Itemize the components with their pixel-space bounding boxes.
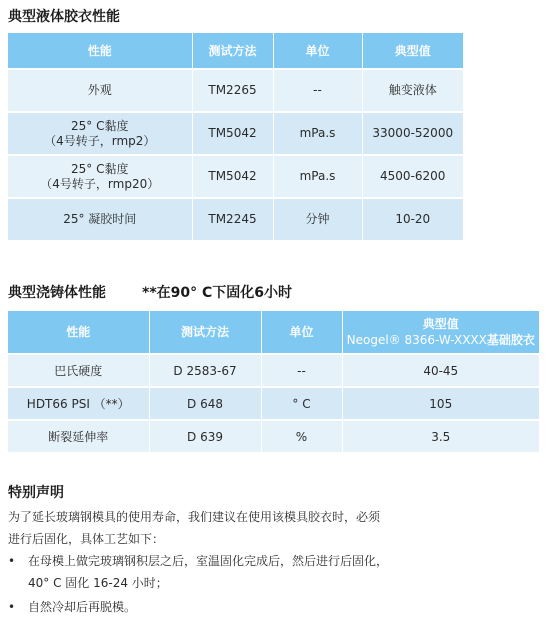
property-cell: 断裂延伸率 [8,420,149,452]
value-cell: 10-20 [362,198,463,240]
header-typical-value [342,311,539,354]
table-header-row [8,311,539,354]
table-row [8,354,539,387]
property-name: 25° C黏度 [71,118,129,133]
value-cell: 触变液体 [362,69,463,112]
method-cell: D 2583-67 [149,354,261,387]
header-property: 性能 [8,33,192,69]
property-name: 25° 凝胶时间 [63,212,137,226]
table-row [8,69,463,112]
bullet-icon: • [8,600,16,614]
method-cell: TM2245 [192,198,273,240]
property-detail: （4号转子，rmp2） [44,133,156,148]
section1-title: 典型液体胶衣性能 [8,9,120,25]
method-cell: D 648 [149,387,261,420]
liquid-gelcoat-table [8,33,463,240]
unit-cell: -- [261,354,342,387]
property-detail: （4号转子，rmp20） [40,176,160,191]
section3-title: 特别声明 [8,485,64,501]
header-test-method: 测试方法 [192,33,273,69]
bullet-text: 自然冷却后再脱模。 [28,600,137,614]
value-cell: 4500-6200 [362,155,463,198]
header-typical-value: 典型值 [362,33,463,69]
table-row [8,387,539,420]
table-row [8,198,463,240]
property-cell [8,69,192,112]
method-cell: TM2265 [192,69,273,112]
unit-cell: mPa.s [273,155,362,198]
method-cell: D 639 [149,420,261,452]
property-cell: 巴氏硬度 [8,354,149,387]
header-unit: 单位 [273,33,362,69]
value-cell: 105 [342,387,539,420]
property-name: 25° C黏度 [71,161,129,176]
method-cell: TM5042 [192,155,273,198]
value-cell: 33000-52000 [362,112,463,155]
property-cell [8,198,192,240]
unit-cell: -- [273,69,362,112]
notice-paragraph: 为了延长玻璃钢模具的使用寿命，我们建议在使用该模具胶衣时，必须进行后固化，具体工艺如下： [8,510,381,546]
unit-cell: mPa.s [273,112,362,155]
value-cell: 3.5 [342,420,539,452]
property-cell [8,112,192,155]
property-cell [8,155,192,198]
product-type: 基础胶衣 [486,333,535,347]
product-code: Neogel® 8366-W-XXXX [346,333,487,347]
header-unit: 单位 [261,311,342,354]
section2-title: 典型浇铸体性能 [8,285,106,301]
bullet-icon: • [8,554,16,568]
table-row [8,155,463,198]
section2-heading [8,282,292,302]
bullet-text: 在母模上做完玻璃钢积层之后，室温固化完成后，然后进行后固化，40° C 固化 16-24 小时； [28,554,389,590]
product-name [343,332,540,348]
unit-cell: % [261,420,342,452]
value-cell: 40-45 [342,354,539,387]
unit-cell: ° C [261,387,342,420]
header-property: 性能 [8,311,149,354]
typical-value-label: 典型值 [422,317,459,331]
cast-properties-table [8,311,539,452]
table-row [8,112,463,155]
header-test-method: 测试方法 [149,311,261,354]
method-cell: TM5042 [192,112,273,155]
cure-condition: **在90° C下固化6小时 [142,285,293,301]
table-header-row [8,33,463,69]
table-row [8,420,539,452]
property-name: 外观 [87,83,112,97]
property-cell: HDT66 PSI （**） [8,387,149,420]
unit-cell: 分钟 [273,198,362,240]
